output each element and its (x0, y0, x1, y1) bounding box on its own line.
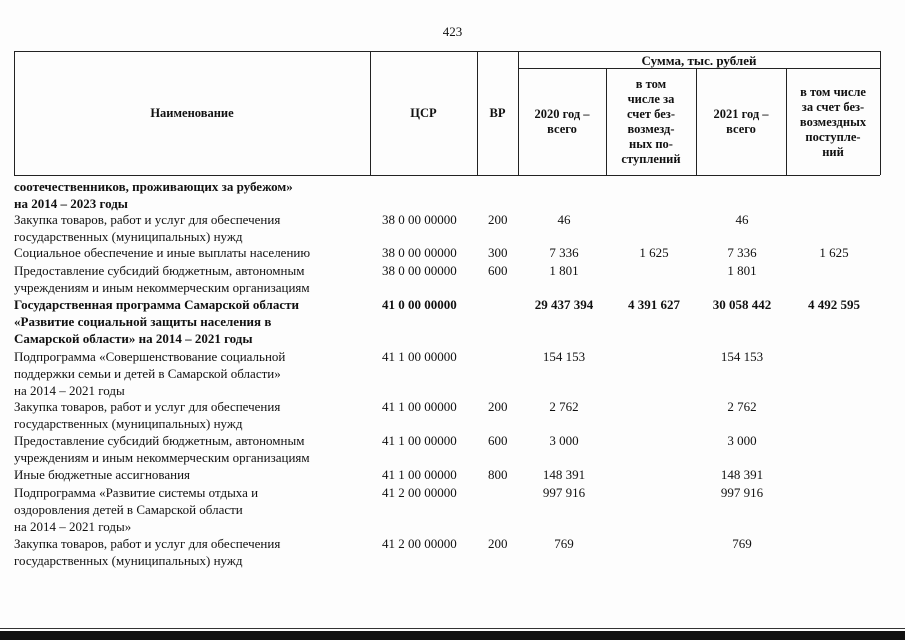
cell-name: Социальное обеспечение и иные выплаты населению (14, 245, 311, 260)
cell-csr: 41 1 00 00000 (382, 399, 457, 414)
header-2021-total: 2021 год – всего (713, 107, 769, 136)
cell-vr: 600 (488, 263, 508, 278)
cell-y2021: 7 336 (727, 245, 757, 260)
cell-y2021: 2 762 (727, 399, 757, 414)
cell-y2020: 46 (557, 212, 571, 227)
cell-vr: 200 (488, 399, 508, 414)
cell-vr: 300 (488, 245, 508, 260)
cell-csr: 41 2 00 00000 (382, 536, 457, 551)
page-bottom-bar (0, 631, 905, 640)
cell-vr: 200 (488, 212, 508, 227)
cell-y2020: 154 153 (542, 349, 586, 364)
cell-y2021: 154 153 (720, 349, 764, 364)
cell-name: Подпрограмма «Развитие системы отдыха и оздоровления детей в Самарской области на 2014 – 2021 годы» (14, 485, 259, 534)
cell-vr: 600 (488, 433, 508, 448)
header-2020-total: 2020 год – всего (534, 107, 590, 136)
header-2020-free: в том числе за счет без- возмезд- ных по- ступлений (621, 77, 681, 166)
cell-y2020: 2 762 (549, 399, 579, 414)
cell-b2020: 4 391 627 (628, 297, 680, 312)
cell-y2021: 148 391 (720, 467, 764, 482)
cell-y2020: 997 916 (542, 485, 586, 500)
cell-vr: 800 (488, 467, 508, 482)
page-number: 423 (442, 24, 463, 39)
cell-name: Предоставление субсидий бюджетным, автономным учреждениям и иным некоммерческим организациям (14, 263, 310, 295)
cell-b2021: 4 492 595 (808, 297, 860, 312)
cell-name: Государственная программа Самарской области «Развитие социальной защиты населения в Самарской области» на 2014 – 2021 годы (14, 297, 299, 346)
cell-csr: 41 1 00 00000 (382, 433, 457, 448)
header-bottom-border (14, 175, 880, 176)
cell-csr: 38 0 00 00000 (382, 212, 457, 227)
cell-csr: 38 0 00 00000 (382, 263, 457, 278)
cell-y2020: 148 391 (542, 467, 586, 482)
cell-y2020: 769 (554, 536, 574, 551)
header-name: Наименование (150, 106, 234, 120)
header-csr: ЦСР (410, 106, 437, 120)
cell-csr: 41 2 00 00000 (382, 485, 457, 500)
cell-y2021: 46 (735, 212, 749, 227)
cell-name: Подпрограмма «Совершенствование социальной поддержки семьи и детей в Самарской области» на 2014 – 2021 годы (14, 349, 286, 398)
cell-y2021: 3 000 (727, 433, 757, 448)
cell-name: Закупка товаров, работ и услуг для обеспечения государственных (муниципальных) нужд (14, 212, 281, 244)
cell-name: соотечественников, проживающих за рубежом» на 2014 – 2023 годы (14, 179, 293, 211)
cell-name: Предоставление субсидий бюджетным, автономным учреждениям и иным некоммерческим организациям (14, 433, 310, 465)
cell-csr: 41 1 00 00000 (382, 467, 457, 482)
cell-csr: 41 0 00 00000 (382, 297, 457, 312)
header-sum: Сумма, тыс. рублей (641, 52, 757, 68)
cell-y2020: 1 801 (549, 263, 579, 278)
header-2021-free: в том числе за счет без- возмездных поступле- ний (799, 84, 867, 159)
cell-y2021: 769 (732, 536, 752, 551)
header-vr: ВР (489, 106, 506, 120)
page-bottom-line (0, 628, 905, 629)
cell-vr: 200 (488, 536, 508, 551)
cell-b2021: 1 625 (819, 245, 849, 260)
border-right (880, 51, 881, 175)
cell-y2020: 7 336 (549, 245, 579, 260)
cell-y2021: 30 058 442 (712, 297, 772, 312)
cell-y2021: 997 916 (720, 485, 764, 500)
cell-y2021: 1 801 (727, 263, 757, 278)
cell-csr: 38 0 00 00000 (382, 245, 457, 260)
cell-name: Иные бюджетные ассигнования (14, 467, 191, 482)
cell-name: Закупка товаров, работ и услуг для обеспечения государственных (муниципальных) нужд (14, 536, 281, 568)
cell-y2020: 3 000 (549, 433, 579, 448)
cell-y2020: 29 437 394 (534, 297, 594, 312)
cell-name: Закупка товаров, работ и услуг для обеспечения государственных (муниципальных) нужд (14, 399, 281, 431)
cell-b2020: 1 625 (639, 245, 669, 260)
cell-csr: 41 1 00 00000 (382, 349, 457, 364)
